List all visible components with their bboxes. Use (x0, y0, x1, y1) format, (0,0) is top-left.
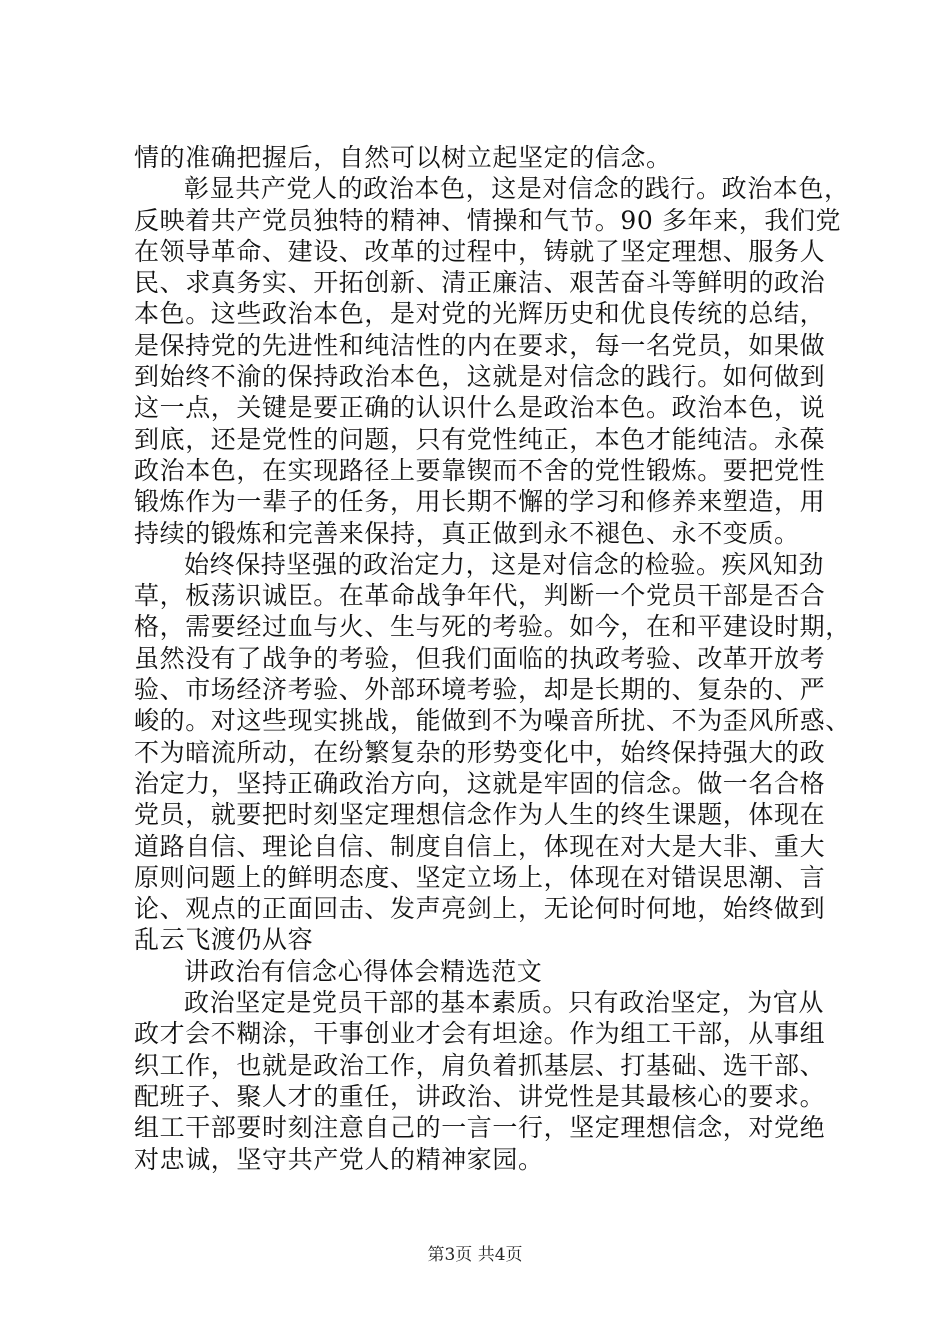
text-line: 锻炼作为一辈子的任务，用长期不懈的学习和修养来塑造，用 (134, 487, 826, 517)
text-line: 彰显共产党人的政治本色，这是对信念的践行。政治本色， (184, 174, 850, 204)
text-line: 乱云飞渡仍从容 (134, 925, 314, 955)
text-line: 情的准确把握后，自然可以树立起坚定的信念。 (134, 143, 672, 172)
text-line: 政治坚定是党员干部的基本素质。只有政治坚定，为官从 (184, 988, 825, 1018)
text-line: 虽然没有了战争的考验，但我们面临的执政考验、改革开放考 (134, 643, 826, 673)
text-line: 道路自信、理论自信、制度自信上，体现在对大是大非、重大 (134, 831, 826, 861)
text-line: 政治本色，在实现路径上要靠锲而不舍的党性锻炼。要把党性 (134, 455, 826, 485)
text-line: 本色。这些政治本色，是对党的光辉历史和优良传统的总结， (134, 299, 826, 329)
text-line: 对忠诚，坚守共产党人的精神家园。 (134, 1144, 544, 1174)
text-line: 政才会不糊涂，干事创业才会有坦途。作为组工干部，从事组 (134, 1019, 826, 1049)
text-line: 峻的。对这些现实挑战，能做到不为噪音所扰、不为歪风所惑、 (134, 706, 851, 736)
text-line: 格，需要经过血与火、生与死的考验。如今，在和平建设时期， (134, 612, 851, 642)
text-line: 织工作，也就是政治工作，肩负着抓基层、打基础、选干部、 (134, 1050, 826, 1080)
text-line: 到始终不渝的保持政治本色，这就是对信念的践行。如何做到 (134, 362, 826, 392)
page-footer: 第3页 共4页 (427, 1245, 523, 1265)
document-body (134, 142, 851, 1175)
text-line: 验、市场经济考验、外部环境考验，却是长期的、复杂的、严 (134, 675, 826, 705)
text-line: 是保持党的先进性和纯洁性的内在要求，每一名党员，如果做 (134, 330, 826, 360)
text-line: 治定力，坚持正确政治方向，这就是牢固的信念。做一名合格 (134, 768, 826, 798)
text-line: 到底，还是党性的问题，只有党性纯正，本色才能纯洁。永葆 (134, 424, 826, 454)
text-line: 始终保持坚强的政治定力，这是对信念的检验。疾风知劲 (184, 549, 825, 579)
text-line: 这一点，关键是要正确的认识什么是政治本色。政治本色，说 (134, 393, 826, 423)
text-line: 配班子、聚人才的重任，讲政治、讲党性是其最核心的要求。 (134, 1081, 826, 1111)
text-line: 原则问题上的鲜明态度、坚定立场上，体现在对错误思潮、言 (134, 862, 826, 892)
text-line: 论、观点的正面回击、发声亮剑上，无论何时何地，始终做到 (134, 894, 826, 924)
text-line: 不为暗流所动，在纷繁复杂的形势变化中，始终保持强大的政 (134, 737, 826, 767)
text-line: 民、求真务实、开拓创新、清正廉洁、艰苦奋斗等鲜明的政治 (134, 268, 826, 298)
text-line: 讲政治有信念心得体会精选范文 (184, 956, 543, 986)
text-line: 草，板荡识诚臣。在革命战争年代，判断一个党员干部是否合 (134, 581, 826, 611)
text-line: 反映着共产党员独特的精神、情操和气节。90 多年来，我们党 (134, 205, 842, 235)
text-line: 组工干部要时刻注意自己的一言一行，坚定理想信念，对党绝 (134, 1113, 826, 1143)
text-line: 党员，就要把时刻坚定理想信念作为人生的终生课题，体现在 (134, 800, 826, 830)
text-line: 持续的锻炼和完善来保持，真正做到永不褪色、永不变质。 (134, 518, 800, 548)
text-line: 在领导革命、建设、改革的过程中，铸就了坚定理想、服务人 (134, 236, 826, 266)
